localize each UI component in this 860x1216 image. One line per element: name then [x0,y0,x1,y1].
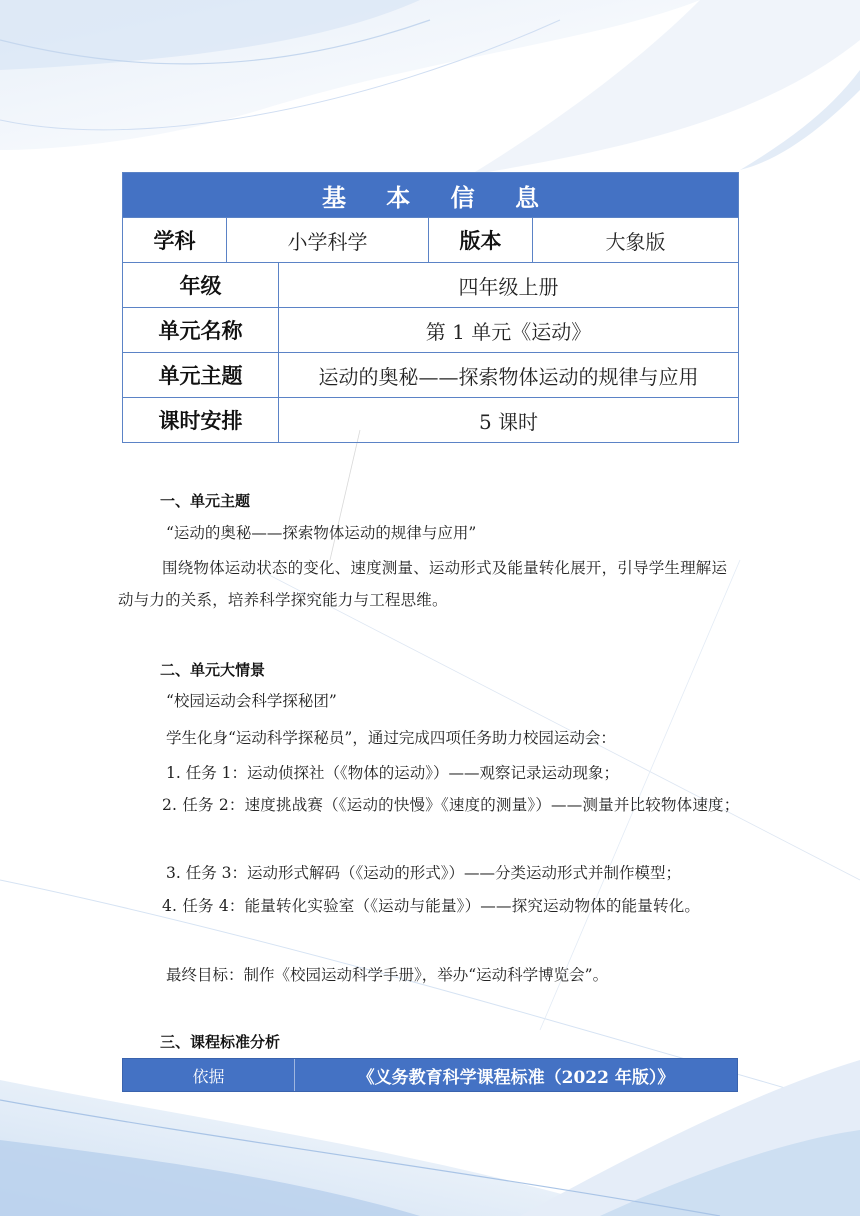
schedule-value: 5 课时 [279,398,739,443]
section1-description: 围绕物体运动状态的变化、速度测量、运动形式及能量转化展开，引导学生理解运动与力的关系，培养科学探究能力与工程思维。 [118,559,728,609]
section3-heading: 三、课程标准分析 [160,1033,281,1051]
final-goal: 最终目标：制作《校园运动科学手册》，举办“运动科学博览会”。 [166,966,609,984]
basis-value: 《义务教育科学课程标准（2022 年版）》 [357,1067,675,1088]
subject-value: 小学科学 [227,218,429,263]
unit-theme-label: 单元主题 [123,353,279,398]
edition-label: 版本 [429,218,533,263]
basic-info-table [122,172,739,443]
edition-value: 大象版 [533,218,739,263]
section1-quote: “运动的奥秘——探索物体运动的规律与应用” [166,524,477,542]
section1-heading: 一、单元主题 [160,492,251,510]
unit-theme-value: 运动的奥秘——探索物体运动的规律与应用 [279,353,739,398]
schedule-label: 课时安排 [123,398,279,443]
task-2: 2. 任务 2：速度挑战赛（《运动的快慢》《速度的测量》）——测量并比较物体速度； [162,796,740,814]
task-3: 3. 任务 3：运动形式解码（《运动的形式》）——分类运动形式并制作模型； [166,864,682,882]
section2-intro: 学生化身“运动科学探秘员”，通过完成四项任务助力校园运动会： [166,729,616,747]
grade-value: 四年级上册 [279,263,739,308]
section2-quote: “校园运动会科学探秘团” [166,692,337,710]
info-table-title: 基 本 信 息 [123,173,739,218]
section2-heading: 二、单元大情景 [160,661,266,679]
curriculum-standard-header [122,1058,738,1092]
unit-name-value: 第 1 单元《运动》 [279,308,739,353]
subject-label: 学科 [123,218,227,263]
task-1: 1. 任务 1：运动侦探社（《物体的运动》）——观察记录运动现象； [166,764,620,782]
unit-name-label: 单元名称 [123,308,279,353]
grade-label: 年级 [123,263,279,308]
task-4: 4. 任务 4：能量转化实验室（《运动与能量》）——探究运动物体的能量转化。 [162,897,701,915]
basis-label: 依据 [123,1059,295,1091]
